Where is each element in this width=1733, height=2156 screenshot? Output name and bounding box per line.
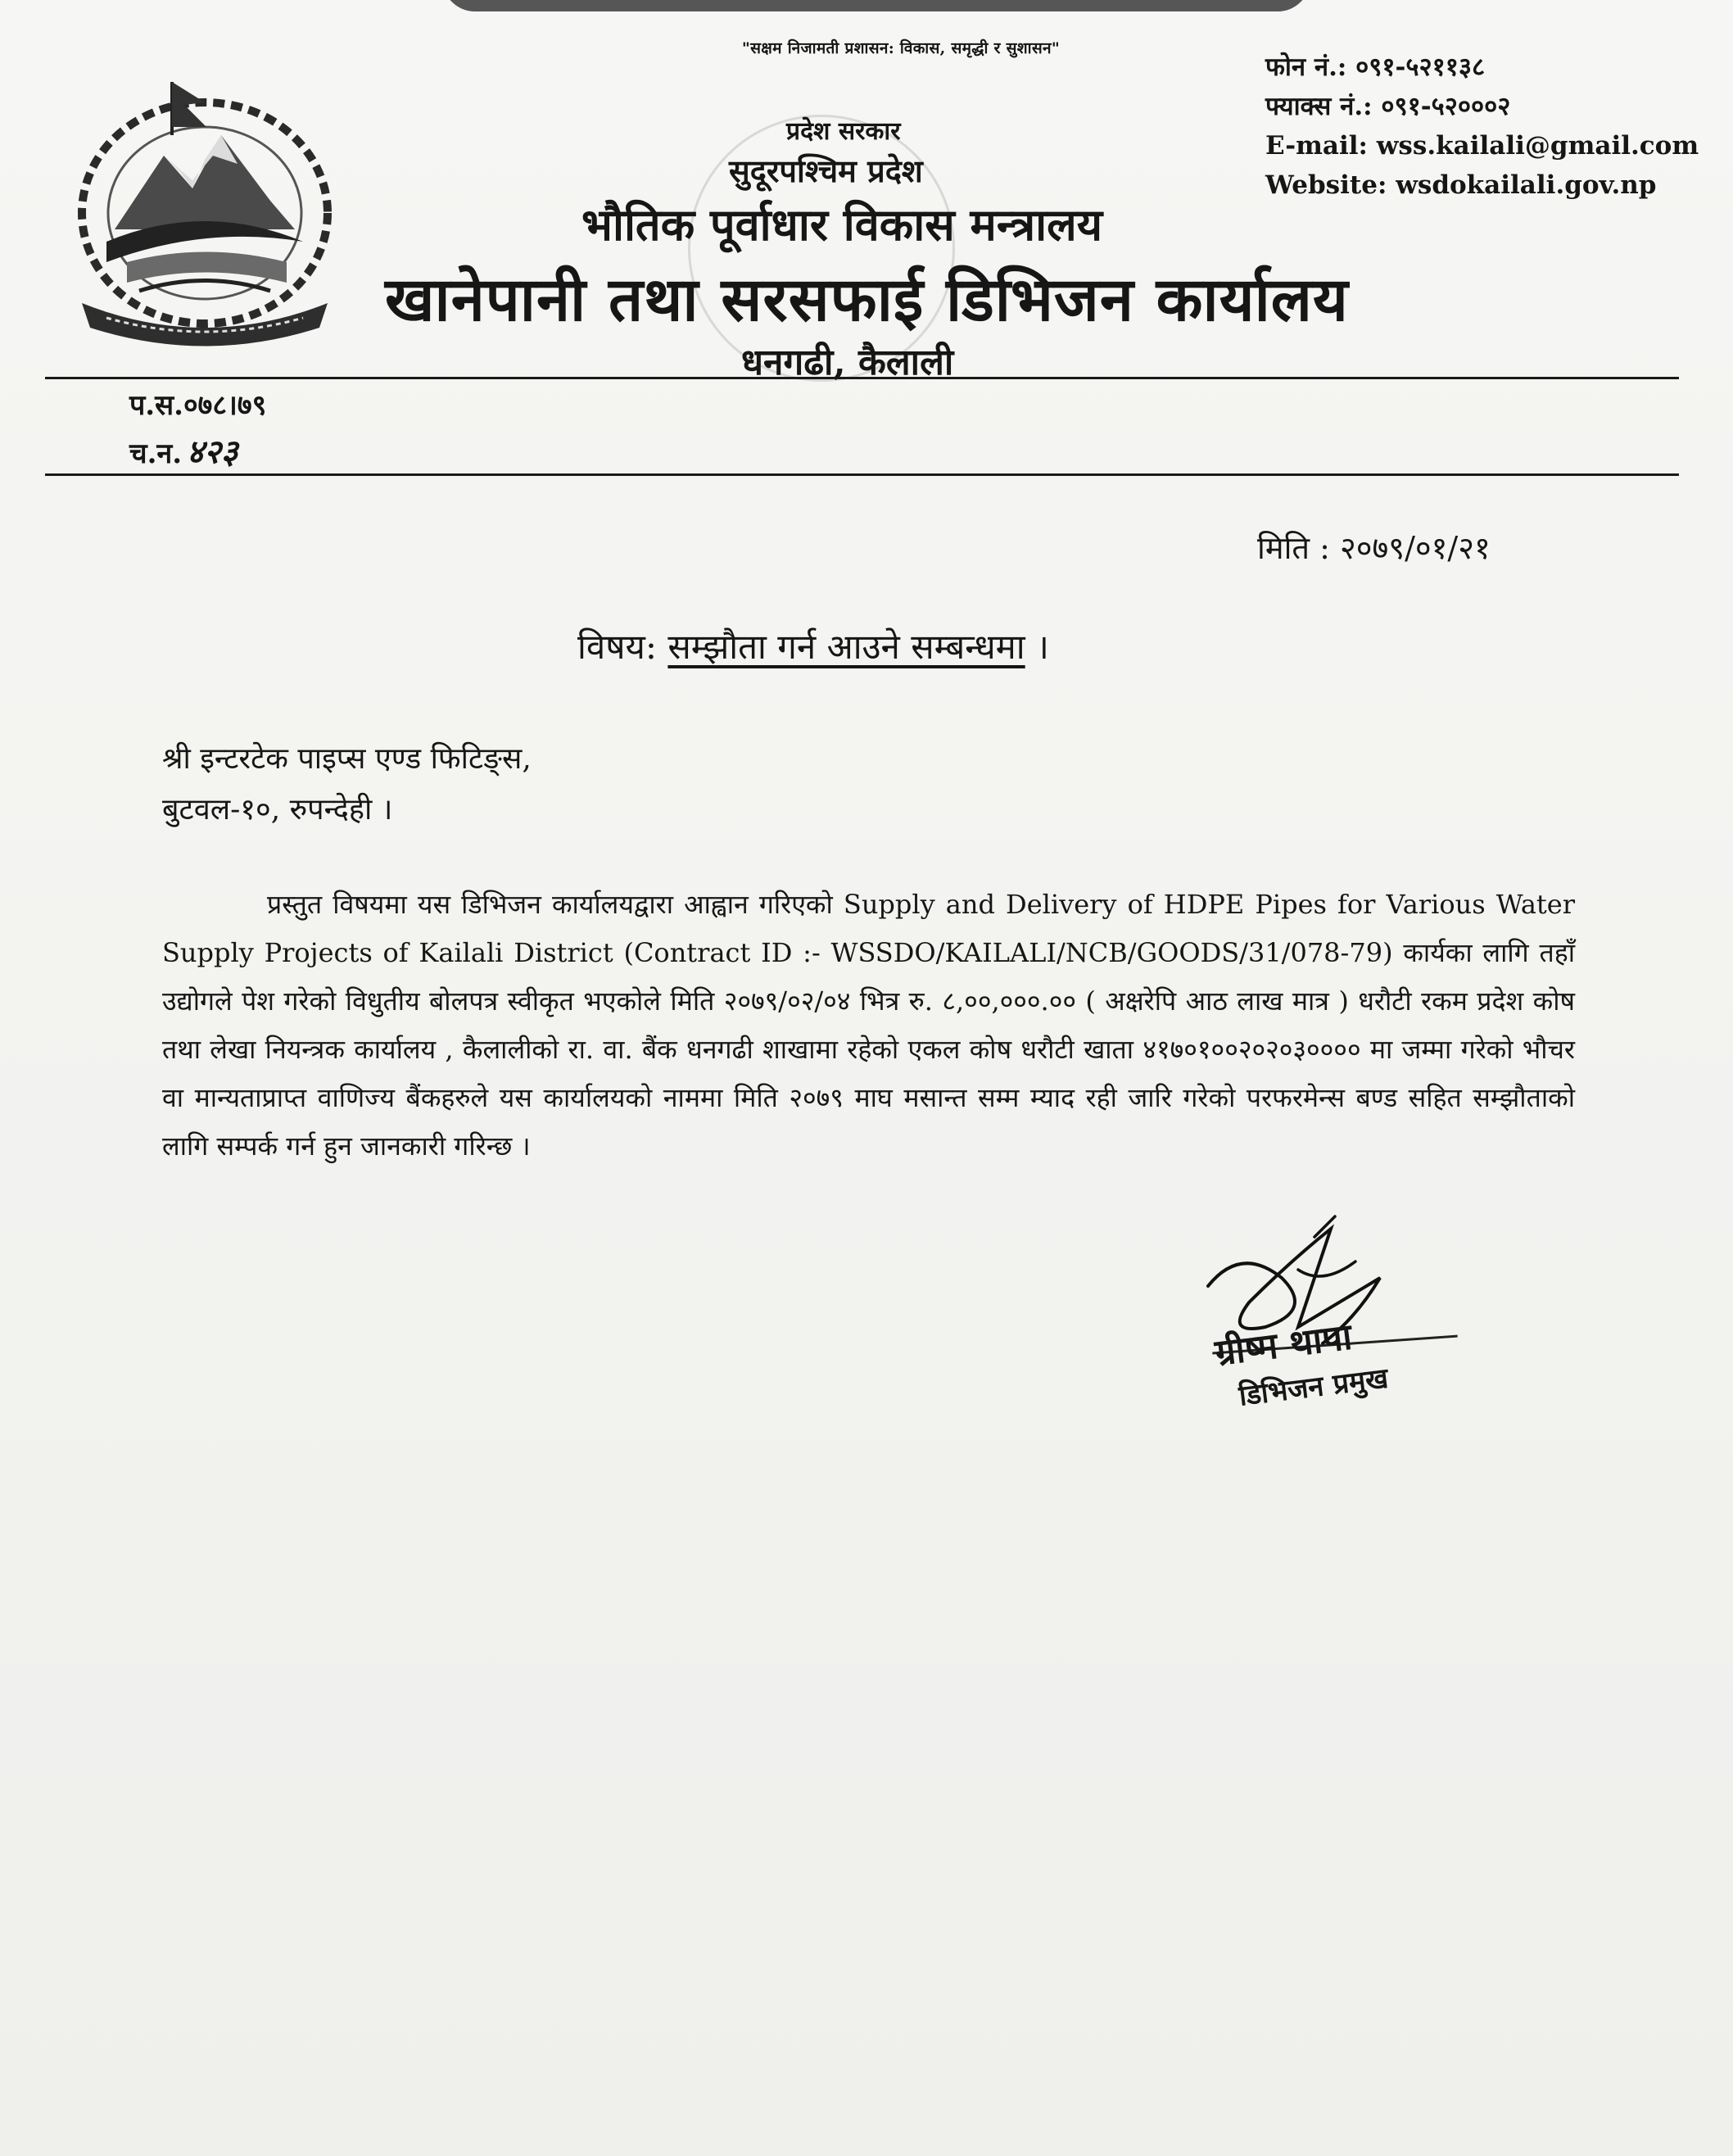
contact-website: Website: wsdokailali.gov.np — [1265, 170, 1657, 200]
recipient-name: श्री इन्टरटेक पाइप्स एण्ड फिटिङ्स, — [162, 742, 532, 776]
header-office-name: खानेपानी तथा सरसफाई डिभिजन कार्यालय — [385, 265, 1349, 335]
dispatch-number: ४२३ — [187, 433, 238, 471]
scan-edge-shadow — [442, 0, 1310, 11]
recipient-address: बुटवल-१०, रुपन्देही । — [162, 793, 393, 827]
header-government: प्रदेश सरकार — [786, 117, 901, 146]
letter-date: मिति : २०७९/०१/२१ — [1257, 530, 1491, 566]
contact-phone: फोन नं.: ०९१-५२११३८ — [1265, 52, 1486, 82]
header-location: धनगढी, कैलाली — [741, 342, 954, 383]
subject-end: । — [1036, 627, 1049, 667]
office-motto: "सक्षम निजामती प्रशासन: विकास, समृद्धी र सुशासन" — [741, 39, 1061, 57]
nepal-emblem-icon — [49, 57, 360, 352]
fiscal-year-ref: प.स.०७८।७९ — [129, 389, 267, 422]
letter-body: प्रस्तुत विषयमा यस डिभिजन कार्यालयद्वारा आह्वान गरिएको Supply and Delivery of HDPE Pipes for Various Water Supply Projects of Kailali District (Contract ID :- WSSDO/KAILALI/NCB/GOODS/31/078-79) कार्यका लागि तहाँ उद्योगले पेश गरेको विधुतीय बोलपत्र स्वीकृत भएकोले मिति २०७९/०२/०४ भित्र रु. ८,००,०००.०० ( अक्षरेपि आठ लाख मात्र ) धरौटी रकम प्रदेश कोष तथा लेखा नियन्त्रक कार्यालय , कैलालीको रा. वा. बैंक धनगढी शाखामा रहेको एकल कोष धरौटी खाता ४१७०१००२०२०३०००० मा जम्मा गरेको भौचर वा मान्यताप्राप्त वाणिज्य बैंकहरुले यस कार्यालयको नाममा मिति २०७९ माघ मसान्त सम्म म्याद रही जारि गरेको परफरमेन्स बण्ड सहित सम्झौताको लागि सम्पर्क गर्न हुन जानकारी गरिन्छ । — [162, 889, 1575, 1162]
dispatch-ref — [129, 428, 238, 473]
header-ministry: भौतिक पूर्वाधार विकास मन्त्रालय — [581, 198, 1103, 251]
letter-subject — [577, 623, 1049, 669]
header-rule-bottom — [45, 473, 1679, 476]
contact-email: E-mail: wss.kailali@gmail.com — [1265, 131, 1699, 161]
signatory-title: डिभिजन प्रमुख — [1237, 1361, 1391, 1413]
contact-block — [1265, 48, 1699, 205]
dispatch-label: च.न. — [129, 437, 183, 470]
header-rule-top — [45, 377, 1679, 379]
signatory-name: ग्रीष्म थापा — [1212, 1316, 1355, 1375]
subject-text: सम्झौता गर्न आउने सम्बन्धमा — [667, 627, 1025, 667]
header-province: सुदूरपश्चिम प्रदेश — [729, 152, 923, 189]
contact-fax: फ्याक्स नं.: ०९१-५२०००२ — [1265, 92, 1511, 121]
subject-label: विषय: — [577, 627, 658, 667]
